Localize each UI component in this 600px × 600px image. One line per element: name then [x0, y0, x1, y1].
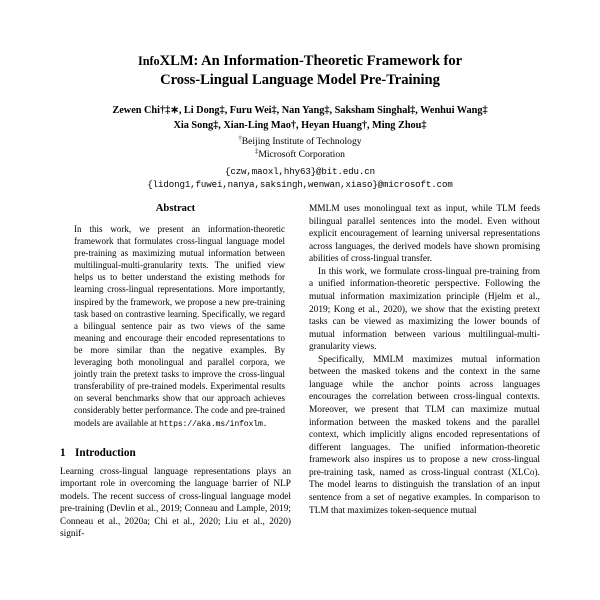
affiliation-1: [62, 136, 538, 149]
two-column-body: [0, 203, 600, 541]
abstract-paragraph: [74, 223, 285, 430]
section-number: 1: [60, 446, 66, 459]
abstract-url[interactable]: https://aka.ms/infoxlm.: [158, 419, 268, 429]
affiliation-list: [62, 136, 538, 162]
title-line1-rest: XLM: An Information-Theoretic Framework for: [159, 53, 463, 69]
title-block: [0, 0, 600, 191]
abstract-body: [74, 223, 285, 430]
abstract-heading: Abstract: [155, 203, 196, 214]
affiliation-2-text: Microsoft Corporation: [258, 148, 345, 160]
section-title: Introduction: [75, 446, 136, 459]
title-small-caps: Info: [137, 54, 160, 68]
section-heading-introduction: [60, 447, 291, 459]
email-line-2: {lidong1,fuwei,nanya,saksingh,wenwan,xiaso}@microsoft.com: [147, 178, 453, 190]
affiliation-1-text: Beijing Institute of Technology: [241, 136, 362, 148]
affiliation-1-marker: †: [238, 134, 242, 142]
author-line-1: Zewen Chi†‡∗, Li Dong‡, Furu Wei‡, Nan Yang‡, Saksham Singhal‡, Wenhui Wang‡: [112, 104, 488, 116]
abstract-text: In this work, we present an information-theoretic framework that formulates cross-lingual language model pre-training as maximizing mutual information between multilingual-multi-granularity texts. The unified view helps us to better understand the existing methods for learning cross-lingual representations. More importantly, inspired by the framework, we propose a new pre-training task based on contrastive learning. Specifically, we regard a bilingual sentence pair as two views of the same meaning and encourage their encoded representations to be more similar than the negative examples. By leveraging both monolingual and parallel corpora, we jointly train the pretext tasks to improve the cross-lingual transferability of pre-trained models. Experimental results on several benchmarks show that our approach achieves considerably better performance. The code and pre-trained models are available at: [74, 224, 285, 428]
left-column: [60, 203, 291, 541]
affiliation-2-marker: ‡: [255, 147, 259, 155]
right-paragraph-3: Specifically, MMLM maximizes mutual information between the masked tokens and the context in the same language while the anchor points across languages encourages the correlation between cross-lingual contexts. Moreover, we present that TLM can maximize mutual information between the masked tokens and the parallel context, which implicitly aligns encoded representations of different languages. The unified information-theoretic framework also inspires us to propose a new cross-lingual pre-training task, named as cross-lingual contrast (XLCo). The model learns to distinguish the translation of an input sentence from a set of negative examples. In comparison to TLM that maximizes token-sequence mutual: [309, 354, 540, 516]
affiliation-2: [62, 149, 538, 162]
email-list: [62, 166, 538, 192]
page-title: [62, 52, 538, 90]
intro-paragraph-1: Learning cross-lingual language representations plays an important role in overcoming the language barrier of NLP models. The recent success of cross-lingual language model pre-training (Devlin et al., 2019; Conneau and Lample, 2019; Conneau et al., 2020a; Chi et al., 2020; Liu et al., 2020) signif-: [60, 466, 291, 540]
author-line-2: Xia Song‡, Xian-Ling Mao†, Heyan Huang†, Ming Zhou‡: [173, 119, 427, 131]
author-list: [62, 104, 538, 133]
email-line-1: {czw,maoxl,hhy63}@bit.edu.cn: [224, 165, 375, 177]
right-paragraph-1: MMLM uses monolingual text as input, while TLM feeds bilingual parallel sentences into the model. Even without explicit encouragement of learning universal representations across languages, the derived models have shown promising abilities of cross-lingual transfer.: [309, 204, 540, 265]
title-line2: Cross-Lingual Language Model Pre-Training: [160, 71, 440, 88]
right-paragraph-2: In this work, we formulate cross-lingual pre-training from a unified information-theoretic perspective. Following the mutual information maximization principle (Hjelm et al., 2019; Kong et al., 2020), we show that the existing pretext tasks can be viewed as maximizing the lower bounds of mutual information between various multilingual-multi-granularity views.: [309, 266, 540, 353]
right-column: [309, 203, 540, 541]
